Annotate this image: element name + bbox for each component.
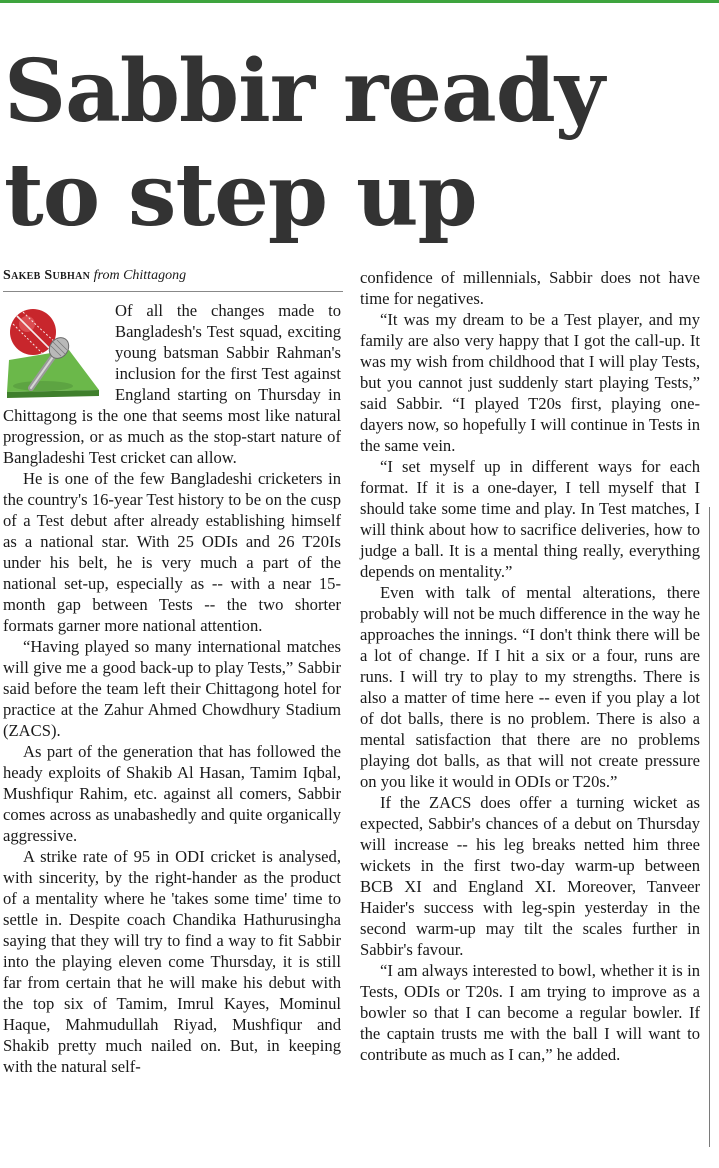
paragraph: If the ZACS does offer a turning wicket as expected, Sabbir's chances of a debut on Thursday will increase -- his leg breaks netted him three wickets in the first two-day warm-up between BCB XI and England XI. Moreover, Tanveer Haider's success with leg-spin yesterday in the second warm-up may tilt the scales further in Sabbir's favour. bbox=[360, 793, 700, 959]
paragraph: Of all the changes made to Bangladesh's Test squad, exciting young batsman Sabbir Rahman's inclusion for the first Test against England starting on Thursday in Chittagong is the one that seems most like natural progression, or as much as the stop-start nature of Bangladeshi Test cricket can allow. bbox=[3, 301, 341, 467]
paragraph: “It was my dream to be a Test player, and my family are also very happy that I got the call-up. It was my wish from childhood that I will play Tests, but you cannot just suddenly start playing Tests,” said Sabbir. “I played T20s first, playing one-dayers now, so hopefully I will continue in Tests in the same vein. bbox=[360, 310, 700, 455]
article-column-right bbox=[360, 267, 700, 1065]
paragraph: He is one of the few Bangladeshi cricketers in the country's 16-year Test history to be on the cusp of a Test debut after already establishing himself as a national star. With 25 ODIs and 26 T20Is under his belt, he is very much a part of the national set-up, especially as -- with a near 15-month gap between Tests -- the two shorter formats garner more national attention. bbox=[3, 469, 341, 635]
paragraph: As part of the generation that has followed the heady exploits of Shakib Al Hasan, Tamim Iqbal, Mushfiqur Rahim, etc. against all comers, Sabbir comes across as unabashedly and quite organically aggressive. bbox=[3, 742, 341, 845]
paragraph: “I am always interested to bowl, whether it is in Tests, ODIs or T20s. I am trying to improve as a bowler so that I can become a regular bowler. If the captain trusts me with the ball I will want to contribute as much as I can,” he added. bbox=[360, 961, 700, 1064]
paragraph: “I set myself up in different ways for each format. If it is a one-dayer, I tell myself that I should take some time and play. In Test matches, I will think about how to sacrifice deliveries, how to judge a ball. It is a mental thing really, everything depends on mentality.” bbox=[360, 457, 700, 581]
paragraph: confidence of millennials, Sabbir does not have time for negatives. bbox=[360, 268, 700, 308]
paragraph: Even with talk of mental alterations, there probably will not be much difference in the way he approaches the innings. “I don't think there will be a lot of change. If I hit a six or a four, runs are runs. I will try to play to my strengths. There is also a matter of time here -- even if you play a lot of dot balls, there is no problem. There is also a mental satisfaction that there are no problems playing dot balls, as that will not create pressure on you like it would in ODIs or T20s.” bbox=[360, 583, 700, 791]
paragraph: “Having played so many international matches will give me a good back-up to play Tests,” Sabbir said before the team left their Chittagong hotel for practice at the Zahur Ahmed Chowdhury Stadium (ZACS). bbox=[3, 637, 341, 740]
cricket-ball-microphone-icon bbox=[3, 302, 107, 400]
article-column-left bbox=[3, 300, 341, 1077]
headline-line-1: Sabbir ready bbox=[4, 41, 604, 142]
headline bbox=[4, 40, 716, 248]
top-accent-rule bbox=[0, 0, 719, 3]
byline-divider bbox=[3, 291, 343, 292]
headline-line-2: to step up bbox=[4, 145, 477, 246]
paragraph: A strike rate of 95 in ODI cricket is analysed, with sincerity, by the right-hander as the product of a mentality where he 'takes some time' time to settle in. Despite coach Chandika Hathurusingha saying that they will try to find a way to fit Sabbir into the playing eleven come Thursday, it is still far from certain that he will make his debut with the top six of Tamim, Imrul Kayes, Mominul Haque, Mahmudullah Riyad, Mushfiqur and Shakib pretty much nailed on. But, in keeping with the natural self- bbox=[3, 847, 341, 1076]
byline-author: Sakeb Subhan bbox=[3, 268, 91, 283]
byline bbox=[3, 267, 343, 285]
byline-dateline: from Chittagong bbox=[93, 268, 187, 283]
column-divider bbox=[709, 507, 710, 1147]
